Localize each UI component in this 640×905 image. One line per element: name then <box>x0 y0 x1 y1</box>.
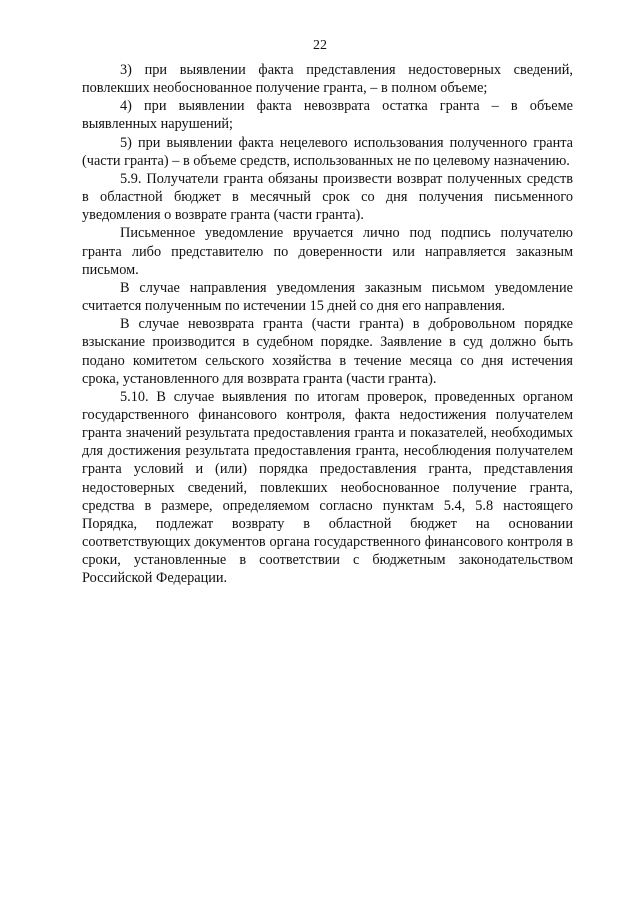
paragraph-5-10: 5.10. В случае выявления по итогам проверок, проведенных органом государственного финансового контроля, факта недостижения получателем гранта значений результата предоставления гранта и показателей, необходимых для достижения результата предоставления гранта, несоблюдения получателем гранта условий и (или) порядка предоставления гранта, представления недостоверных сведений, повлекших необоснованное получение гранта, средства в размере, определяемом согласно пунктам 5.4, 5.8 настоящего Порядка, подлежат возврату в областной бюджет на основании соответствующих документов органа государственного финансового контроля в сроки, установленные в соответствии с бюджетным законодательством Российской Федерации. <box>82 388 573 587</box>
paragraph-court-recovery: В случае невозврата гранта (части гранта) в добровольном порядке взыскание производится в судебном порядке. Заявление в суд должно быть подано комитетом сельского хозяйства в течение месяца со дня истечения срока, установленного для возврата гранта (части гранта). <box>82 316 573 387</box>
page-number: 22 <box>313 38 327 53</box>
paragraph-item-5: 5) при выявлении факта нецелевого использования полученного гранта (части гранта) – в объеме средств, использованных не по целевому назначению. <box>82 134 573 169</box>
paragraph-item-4: 4) при выявлении факта невозврата остатка гранта – в объеме выявленных нарушений; <box>82 98 573 133</box>
paragraph-notice-delivery: Письменное уведомление вручается лично под подпись получателю гранта либо представителю по доверенности или направляется заказным письмом. <box>82 225 573 278</box>
paragraph-registered-letter: В случае направления уведомления заказным письмом уведомление считается полученным по истечении 15 дней со дня его направления. <box>82 279 573 315</box>
paragraph-item-3: 3) при выявлении факта представления недостоверных сведений, повлекших необоснованное получение гранта, – в полном объеме; <box>82 62 573 97</box>
paragraph-5-9: 5.9. Получатели гранта обязаны произвести возврат полученных средств в областной бюджет в месячный срок со дня получения письменного уведомления о возврате гранта (части гранта). <box>82 170 573 224</box>
document-body <box>82 61 573 588</box>
